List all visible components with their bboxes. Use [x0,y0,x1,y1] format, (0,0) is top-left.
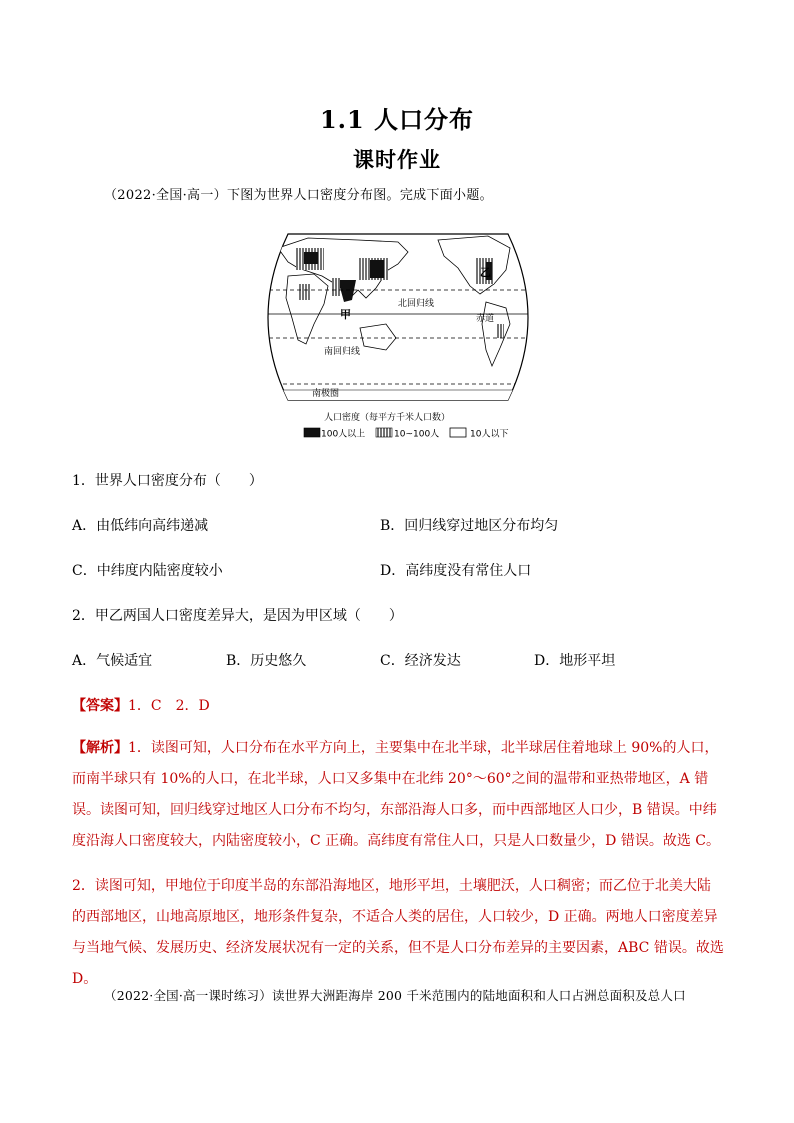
south-america-medium-density [496,324,504,338]
q1-option-d[interactable]: D．高纬度没有常住人口 [380,563,532,579]
legend-swatch-high [304,428,320,437]
india-medium-density [332,278,340,296]
china-high-density [370,260,384,278]
world-population-density-map [248,228,548,442]
legend-swatch-medium [376,428,392,437]
legend-swatch-low [450,428,466,437]
q2-option-b[interactable]: B．历史悠久 [226,653,307,669]
south-tropic-label: 南回归线 [324,347,361,357]
answer-line [72,695,210,715]
question-1-stem: 1．世界人口密度分布（ ） [72,473,263,489]
analysis-text-1: 1．读图可知，人口分布在水平方向上，主要集中在北半球，北半球居住着地球上 90%的人口，而南半球只有 10%的人口，在北半球，人口又多集中在北纬 20°～60°之间的温带和亚热带地区，A 错误。读图可知，回归线穿过地区人口分布不均匀，东部沿海人口多，而中西部地区人口少，B 错误。中纬度沿海人口密度较大，内陆密度较小，C 正确。高纬度有常住人口，只是人口数量少，D 错误。故选 C。 [72,740,720,849]
q2-option-c[interactable]: C．经济发达 [380,653,461,669]
region-a-label: 甲 [340,308,351,321]
q1-option-b[interactable]: B．回归线穿过地区分布均匀 [380,518,559,534]
equator-label: 赤道 [476,314,495,324]
page-subtitle: 课时作业 [353,147,441,172]
answer-label: 【答案】 [72,698,128,714]
question-2-stem: 2．甲乙两国人口密度差异大，是因为甲区域（ ） [72,608,403,624]
analysis-label: 【解析】 [72,740,128,756]
page-title: 1.1 人口分布 [319,105,475,134]
q2-option-a[interactable]: A．气候适宜 [72,653,153,669]
antarctica-shape [258,390,538,408]
north-tropic-label: 北回归线 [398,299,435,309]
analysis-paragraph-1 [72,733,724,857]
q2-option-d[interactable]: D．地形平坦 [534,653,616,669]
legend-item-low: 10人以下 [470,429,509,440]
q1-option-a[interactable]: A．由低纬向高纬递减 [72,518,209,534]
legend-title: 人口密度（每平方千米人口数） [324,413,451,423]
question-intro: （2022·全国·高一）下图为世界人口密度分布图。完成下面小题。 [104,188,493,203]
region-b-label: 乙 [480,266,491,279]
europe-high-density [304,252,318,264]
q1-option-c[interactable]: C．中纬度内陆密度较小 [72,563,223,579]
answer-text: 1．C 2．D [128,698,210,714]
next-question-intro: （2022·全国·高一课时练习）读世界大洲距海岸 200 千米范围内的陆地面积和人口占洲总面积及总人口 [104,988,686,1003]
antarctic-circle-label: 南极圈 [312,389,340,399]
analysis-paragraph-2 [72,871,724,995]
legend-item-medium: 10~100人 [394,429,440,440]
africa-medium-density [298,284,310,300]
analysis-text-2: 2．读图可知，甲地位于印度半岛的东部沿海地区，地形平坦，土壤肥沃，人口稠密；而乙位于北美大陆的西部地区，山地高原地区，地形条件复杂，不适合人类的居住，人口较少，D 正确。两地人口密度差异与当地气候、发展历史、经济发展状况有一定的关系，但不是人口分布差异的主要因素，ABC 错误。故选 D。 [72,878,724,987]
legend-item-high: 100人以上 [321,429,366,440]
